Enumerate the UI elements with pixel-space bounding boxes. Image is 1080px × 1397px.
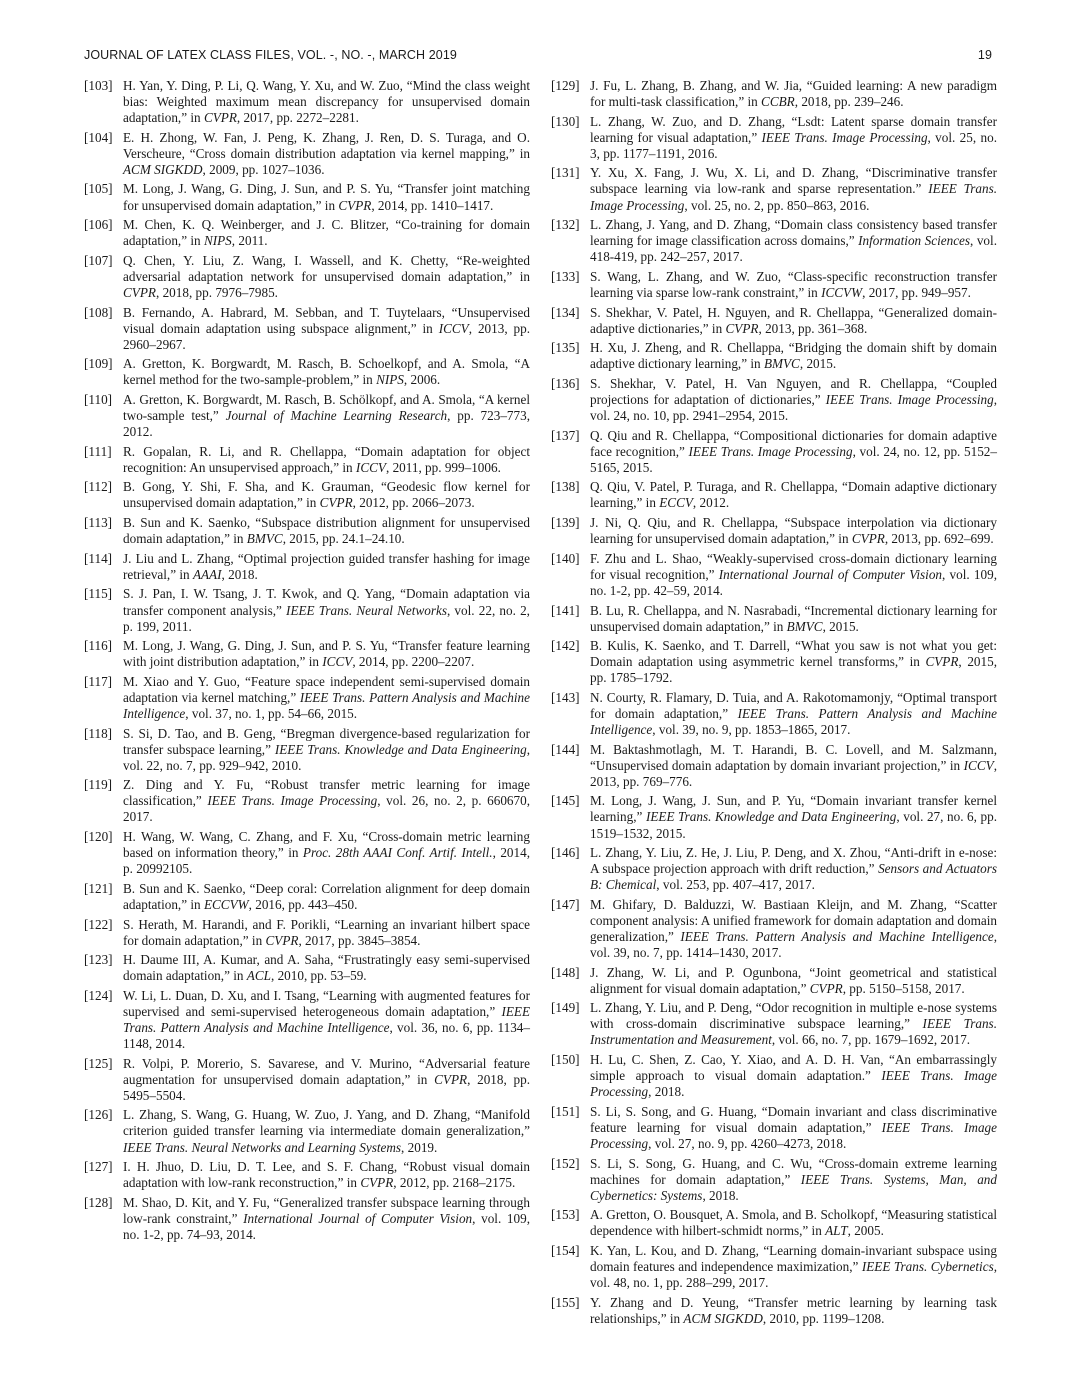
reference-entry [84,130,530,178]
reference-entry [84,444,530,476]
reference-number: [129] [551,78,580,93]
reference-entry [84,1159,530,1191]
reference-text: L. Zhang, Y. Liu, Z. He, J. Liu, P. Deng, and X. Zhou, “Anti-drift in e-nose: A subspace projection approach with drift reduction,” Sensors and Actuators B: Chemical, vol. 253, pp. 407–417, 2017. [590,845,997,893]
reference-entry [551,638,997,686]
reference-text: B. Kulis, K. Saenko, and T. Darrell, “What you saw is not what you get: Domain adaptation using asymmetric kernel transforms,” in CVPR, 2015, pp. 1785–1792. [590,638,997,686]
reference-number: [142] [551,638,580,654]
reference-number: [128] [84,1194,113,1210]
reference-number: [103] [84,78,113,93]
reference-text: H. Wang, W. Wang, C. Zhang, and F. Xu, “Cross-domain metric learning based on information theory,” in Proc. 28th AAAI Conf. Artif. Intell., 2014, p. 20992105. [123,829,531,877]
reference-number: [135] [551,340,580,356]
reference-entry [84,674,530,722]
reference-number: [133] [551,268,580,284]
reference-number: [148] [551,964,580,980]
reference-number: [120] [84,829,113,845]
reference-text: L. Zhang, S. Wang, G. Huang, W. Zuo, J. Yang, and D. Zhang, “Manifold criterion guided transfer learning via intermediate domain generalization,” IEEE Trans. Neural Networks and Learning Systems, 2019. [123,1107,530,1155]
reference-entry [551,217,997,265]
reference-number: [106] [84,217,113,233]
reference-entry [84,515,530,547]
reference-text: Q. Qiu and R. Chellappa, “Compositional dictionaries for domain adaptive face recognition,” IEEE Trans. Image Processing, vol. 24, no. 12, pp. 5152–5165, 2015. [590,427,997,475]
reference-number: [141] [551,602,580,618]
reference-text: A. Gretton, O. Bousquet, A. Smola, and B. Scholkopf, “Measuring statistical dependence with hilbert-schmidt norms,” in ALT, 2005. [590,1207,997,1239]
reference-entry [551,114,997,162]
reference-entry [551,845,997,893]
reference-entry [84,217,530,249]
reference-entry [551,428,997,476]
reference-number: [150] [551,1052,580,1068]
reference-text: B. Sun and K. Saenko, “Subspace distribution alignment for unsupervised domain adaptation,” in BMVC, 2015, pp. 24.1–24.10. [123,515,530,547]
reference-number: [123] [84,952,113,968]
reference-entry [84,181,530,213]
reference-text: B. Lu, R. Chellappa, and N. Nasrabadi, “Incremental dictionary learning for unsupervised domain adaptation,” in BMVC, 2015. [590,602,997,634]
reference-entry [551,897,997,961]
reference-number: [130] [551,113,580,129]
reference-entry [551,965,997,997]
reference-entry [551,793,997,841]
reference-text: Y. Zhang and D. Yeung, “Transfer metric learning by learning task relationships,” in ACM SIGKDD, 2010, pp. 1199–1208. [590,1294,997,1326]
reference-entry [551,1000,997,1048]
reference-text: S. Shekhar, V. Patel, H. Nguyen, and R. Chellappa, “Generalized domain-adaptive dictionaries,” in CVPR, 2013, pp. 361–368. [590,304,997,336]
reference-text: M. Shao, D. Kit, and Y. Fu, “Generalized transfer subspace learning through low-rank constraint,” International Journal of Computer Vision, vol. 109, no. 1-2, pp. 74–93, 2014. [123,1194,530,1242]
reference-text: S. Li, S. Song, and G. Huang, “Domain invariant and class discriminative feature learning for visual domain adaptation,” IEEE Trans. Image Processing, vol. 27, no. 9, pp. 4260–4273, 2018. [590,1103,997,1151]
reference-text: M. Xiao and Y. Guo, “Feature space independent semi-supervised domain adaptation via kernel matching,” IEEE Trans. Pattern Analysis and Machine Intelligence, vol. 37, no. 1, pp. 54–66, 2015. [123,673,530,721]
reference-entry [84,78,530,126]
reference-number: [110] [84,392,113,407]
reference-entry [551,376,997,424]
journal-title: JOURNAL OF LATEX CLASS FILES, VOL. -, NO. -, MARCH 2019 [84,48,457,62]
reference-number: [112] [84,479,113,495]
reference-text: L. Zhang, J. Yang, and D. Zhang, “Domain class consistency based transfer learning for image classification across domains,” Information Sciences, vol. 418-419, pp. 242–257, 2017. [590,217,997,265]
reference-text: J. Zhang, W. Li, and P. Ogunbona, “Joint geometrical and statistical alignment for visual domain adaptation,” CVPR, pp. 5150–5158, 2017. [590,964,997,996]
reference-number: [114] [84,550,113,566]
reference-text: K. Yan, L. Kou, and D. Zhang, “Learning domain-invariant subspace using domain features and independence maximization,” IEEE Trans. Cybernetics, vol. 48, no. 1, pp. 288–299, 2017. [590,1242,998,1291]
reference-entry [551,269,997,301]
reference-number: [122] [84,916,113,932]
reference-entry [84,881,530,913]
reference-entry [551,742,997,790]
reference-number: [113] [84,515,113,531]
reference-entry [84,726,530,774]
reference-text: M. Ghifary, D. Balduzzi, W. Bastiaan Kleijn, and M. Zhang, “Scatter component analysis: A unified framework for domain adaptation and domain generalization,” IEEE Trans. Pattern Analysis and Machine Intelligence, vol. 39, no. 7, pp. 1414–1430, 2017. [590,896,998,961]
reference-number: [144] [551,741,580,757]
reference-text: M. Chen, K. Q. Weinberger, and J. C. Blitzer, “Co-training for domain adaptation,” in NIPS, 2011. [123,217,530,249]
reference-text: Q. Chen, Y. Liu, Z. Wang, I. Wassell, and K. Chetty, “Re-weighted adversarial adaptation network for unsupervised domain adaptation,” in CVPR, 2018, pp. 7976–7985. [123,252,530,300]
reference-number: [111] [84,443,112,459]
reference-text: J. Ni, Q. Qiu, and R. Chellappa, “Subspace interpolation via dictionary learning for unsupervised domain adaptation,” in CVPR, 2013, pp. 692–699. [590,515,997,547]
reference-text: B. Sun and K. Saenko, “Deep coral: Correlation alignment for deep domain adaptation,” in ECCVW, 2016, pp. 443–450. [123,880,530,912]
reference-entry [551,1295,997,1327]
reference-text: H. Daume III, A. Kumar, and A. Saha, “Frustratingly easy semi-supervised domain adaptation,” in ACL, 2010, pp. 53–59. [123,952,530,984]
reference-text: M. Long, J. Wang, J. Sun, and P. Yu, “Domain invariant transfer kernel learning,” IEEE Trans. Knowledge and Data Engineering, vol. 27, no. 6, pp. 1519–1532, 2015. [590,793,997,841]
reference-entry [84,777,530,825]
reference-text: M. Long, J. Wang, G. Ding, J. Sun, and P. S. Yu, “Transfer joint matching for unsupervised domain adaptation,” in CVPR, 2014, pp. 1410–1417. [123,181,530,213]
reference-entry [551,515,997,547]
reference-number: [149] [551,1000,580,1016]
reference-text: F. Zhu and L. Shao, “Weakly-supervised cross-domain dictionary learning for visual recognition,” International Journal of Computer Vision, vol. 109, no. 1-2, pp. 42–59, 2014. [590,550,997,598]
reference-number: [108] [84,304,113,320]
reference-entry [84,1195,530,1243]
reference-entry [551,1156,997,1204]
reference-text: E. H. Zhong, W. Fan, J. Peng, K. Zhang, J. Ren, D. S. Turaga, and O. Verscheure, “Cross domain distribution adaptation via kernel mapping,” in ACM SIGKDD, 2009, pp. 1027–1036. [123,129,530,177]
reference-number: [151] [551,1103,580,1119]
reference-number: [138] [551,479,580,495]
reference-entry [84,917,530,949]
reference-text: S. Shekhar, V. Patel, H. Van Nguyen, and R. Chellappa, “Coupled projections for adaptation of dictionaries,” IEEE Trans. Image Processing, vol. 24, no. 10, pp. 2941–2954, 2015. [590,375,997,424]
reference-number: [116] [84,638,113,654]
reference-number: [121] [84,880,113,896]
reference-entry [551,690,997,738]
reference-number: [140] [551,550,580,566]
reference-text: L. Zhang, Y. Liu, and P. Deng, “Odor recognition in multiple e-nose systems with cross-domain discriminative subspace learning,” IEEE Trans. Instrumentation and Measurement, vol. 66, no. 7, pp. 1679–1692, 2017. [590,1000,997,1048]
reference-number: [139] [551,515,580,531]
reference-entry [551,1104,997,1152]
reference-number: [127] [84,1159,113,1175]
reference-number: [154] [551,1242,580,1258]
reference-text: S. Li, S. Song, G. Huang, and C. Wu, “Cross-domain extreme learning machines for domain adaptation,” IEEE Trans. Systems, Man, and Cybernetics: Systems, 2018. [590,1155,997,1203]
references-right-column [551,78,997,1330]
reference-text: B. Fernando, A. Habrard, M. Sebban, and T. Tuytelaars, “Unsupervised visual domain adaptation using subspace alignment,” in ICCV, 2013, pp. 2960–2967. [123,304,531,352]
reference-number: [134] [551,304,580,320]
reference-number: [153] [551,1207,580,1223]
reference-number: [105] [84,181,113,197]
reference-entry [551,165,997,213]
reference-number: [131] [551,165,580,181]
reference-entry [84,551,530,583]
references-left-column [84,78,530,1247]
reference-entry [84,829,530,877]
reference-number: [104] [84,129,113,145]
reference-number: [118] [84,725,113,741]
reference-text: S. Herath, M. Harandi, and F. Porikli, “Learning an invariant hilbert space for domain adaptation,” in CVPR, 2017, pp. 3845–3854. [123,916,530,948]
reference-text: J. Liu and L. Zhang, “Optimal projection guided transfer hashing for image retrieval,” in AAAI, 2018. [123,550,530,582]
reference-entry [84,638,530,670]
reference-entry [84,305,530,353]
reference-number: [109] [84,356,113,372]
reference-entry [551,479,997,511]
reference-text: H. Yan, Y. Ding, P. Li, Q. Wang, Y. Xu, and W. Zuo, “Mind the class weight bias: Weighted maximum mean discrepancy for unsupervised domain adaptation,” in CVPR, 2017, pp. 2272–2281. [123,78,530,126]
reference-number: [119] [84,777,113,793]
reference-entry [84,253,530,301]
reference-entry [84,1107,530,1155]
reference-number: [117] [84,673,113,689]
reference-text: S. Wang, L. Zhang, and W. Zuo, “Class-specific reconstruction transfer learning via sparse low-rank constraint,” in ICCVW, 2017, pp. 949–957. [590,268,997,300]
reference-text: Y. Xu, X. Fang, J. Wu, X. Li, and D. Zhang, “Discriminative transfer subspace learning via low-rank and sparse representation.” IEEE Trans. Image Processing, vol. 25, no. 2, pp. 850–863, 2016. [590,165,998,213]
reference-text: M. Long, J. Wang, G. Ding, J. Sun, and P. S. Yu, “Transfer feature learning with joint distribution adaptation,” in ICCV, 2014, pp. 2200–2207. [123,638,530,670]
reference-entry [84,356,530,388]
reference-entry [551,603,997,635]
reference-text: A. Gretton, K. Borgwardt, M. Rasch, B. Schoelkopf, and A. Smola, “A kernel method for the two-sample-problem,” in NIPS, 2006. [123,356,530,388]
reference-entry [551,340,997,372]
reference-text: S. J. Pan, I. W. Tsang, J. T. Kwok, and Q. Yang, “Domain adaptation via transfer component analysis,” IEEE Trans. Neural Networks, vol. 22, no. 2, p. 199, 2011. [123,586,530,634]
reference-entry [551,551,997,599]
reference-text: R. Volpi, P. Morerio, S. Savarese, and V. Murino, “Adversarial feature augmentation for unsupervised domain adaptation,” in CVPR, 2018, pp. 5495–5504. [123,1055,530,1103]
reference-entry [551,78,997,110]
reference-entry [551,305,997,337]
reference-text: H. Lu, C. Shen, Z. Cao, Y. Xiao, and A. D. H. Van, “An embarrassingly simple approach to visual domain adaptation.” IEEE Trans. Image Processing, 2018. [590,1052,997,1100]
reference-number: [145] [551,793,580,809]
reference-number: [126] [84,1107,113,1123]
reference-number: [137] [551,427,580,443]
reference-number: [107] [84,252,113,268]
reference-number: [155] [551,1294,580,1310]
reference-text: B. Gong, Y. Shi, F. Sha, and K. Grauman, “Geodesic flow kernel for unsupervised domain adaptation,” in CVPR, 2012, pp. 2066–2073. [123,479,530,511]
reference-number: [152] [551,1155,580,1171]
reference-text: J. Fu, L. Zhang, B. Zhang, and W. Jia, “Guided learning: A new paradigm for multi-task classification,” in CCBR, 2018, pp. 239–246. [590,78,997,110]
page-number: 19 [977,48,992,62]
reference-text: A. Gretton, K. Borgwardt, M. Rasch, B. Schölkopf, and A. Smola, “A kernel two-sample test,” Journal of Machine Learning Research, pp. 723–773, 2012. [123,392,530,440]
reference-text: H. Xu, J. Zheng, and R. Chellappa, “Bridging the domain shift by domain adaptive dictionary learning,” in BMVC, 2015. [590,340,997,372]
reference-entry [84,586,530,634]
reference-text: N. Courty, R. Flamary, D. Tuia, and A. Rakotomamonjy, “Optimal transport for domain adaptation,” IEEE Trans. Pattern Analysis and Machine Intelligence, vol. 39, no. 9, pp. 1853–1865, 2017. [590,689,997,738]
reference-text: I. H. Jhuo, D. Liu, D. T. Lee, and S. F. Chang, “Robust visual domain adaptation with low-rank reconstruction,” in CVPR, 2012, pp. 2168–2175. [123,1159,530,1191]
reference-text: Q. Qiu, V. Patel, P. Turaga, and R. Chellappa, “Domain adaptive dictionary learning,” in ECCV, 2012. [590,479,997,511]
reference-number: [143] [551,689,580,705]
reference-number: [147] [551,896,580,912]
page-header [84,45,992,65]
reference-text: Z. Ding and Y. Fu, “Robust transfer metric learning for image classification,” IEEE Trans. Image Processing, vol. 26, no. 2, p. 660670, 2017. [123,777,531,825]
reference-number: [115] [84,586,113,602]
reference-entry [84,479,530,511]
reference-number: [146] [551,845,580,861]
reference-text: L. Zhang, W. Zuo, and D. Zhang, “Lsdt: Latent sparse domain transfer learning for visual adaptation,” IEEE Trans. Image Processing, vol. 25, no. 3, pp. 1177–1191, 2016. [590,113,997,161]
reference-text: S. Si, D. Tao, and B. Geng, “Bregman divergence-based regularization for transfer subspace learning,” IEEE Trans. Knowledge and Data Engineering, vol. 22, no. 7, pp. 929–942, 2010. [123,725,530,773]
reference-number: [132] [551,217,580,233]
reference-text: W. Li, L. Duan, D. Xu, and I. Tsang, “Learning with augmented features for supervised and semi-supervised heterogeneous domain adaptation,” IEEE Trans. Pattern Analysis and Machine Intelligence, vol. 36, no. 6, pp. 1134–1148, 2014. [123,987,530,1052]
reference-number: [136] [551,375,580,391]
reference-number: [124] [84,987,113,1003]
reference-number: [125] [84,1055,113,1071]
reference-text: M. Baktashmotlagh, M. T. Harandi, B. C. Lovell, and M. Salzmann, “Unsupervised domain adaptation by domain invariant projection,” in ICCV, 2013, pp. 769–776. [590,741,997,789]
reference-entry [551,1207,997,1239]
reference-text: R. Gopalan, R. Li, and R. Chellappa, “Domain adaptation for object recognition: An unsupervised approach,” in ICCV, 2011, pp. 999–1006. [123,443,530,475]
reference-entry [84,988,530,1052]
reference-entry [551,1243,997,1291]
reference-entry [84,392,530,440]
reference-entry [551,1052,997,1100]
reference-entry [84,1056,530,1104]
reference-entry [84,952,530,984]
